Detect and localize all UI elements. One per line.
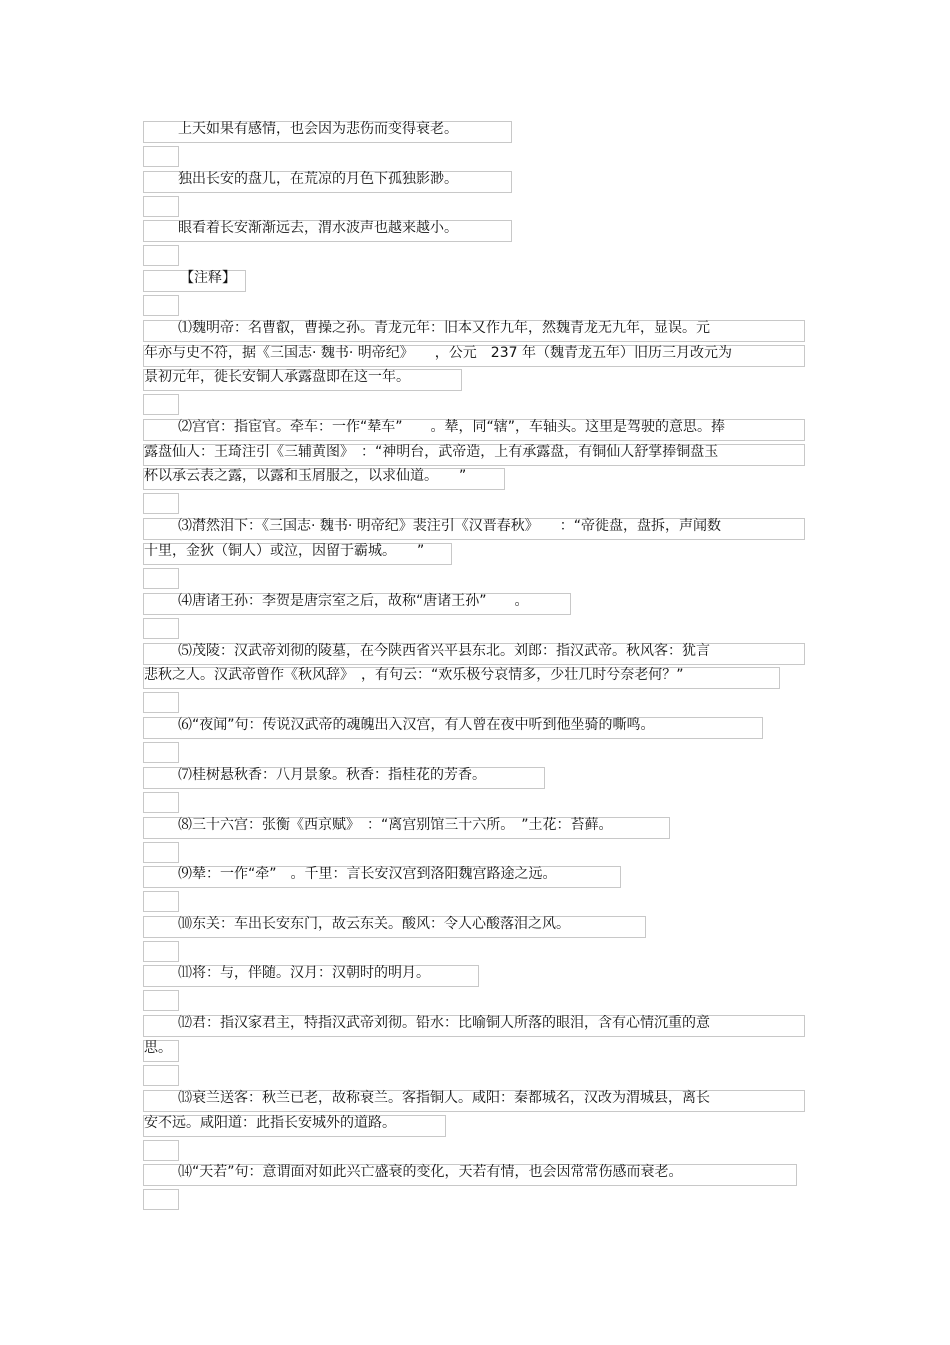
spacer-box bbox=[143, 1189, 179, 1210]
note-5-line-2: 悲秋之人。汉武帝曾作《秋风辞》 ，有句云：“欢乐极兮哀情多，少壮几时兮奈老何？” bbox=[144, 667, 684, 683]
spacer-box bbox=[143, 1140, 179, 1161]
spacer-box bbox=[143, 146, 179, 167]
note-12-line-2: 思。 bbox=[144, 1040, 172, 1056]
note-2-line-3: 杯以承云表之露，以露和玉屑服之，以求仙道。 ” bbox=[144, 468, 467, 484]
note-2-line-2: 露盘仙人：王琦注引《三辅黄图》 ：“神明台，武帝造，上有承露盘，有铜仙人舒掌捧铜盘玉 bbox=[144, 444, 719, 460]
note-8-line-1: ⑻三十六宫：张衡《西京赋》 ：“离宫别馆三十六所。 ”土花：苔藓。 bbox=[178, 817, 613, 833]
note-6-line-1: ⑹“夜闻”句：传说汉武帝的魂魄出入汉宫，有人曾在夜中听到他坐骑的嘶鸣。 bbox=[178, 717, 655, 733]
note-3-line-1: ⑶潸然泪下：《三国志· 魏书· 明帝纪》裴注引《汉晋春秋》 ：“帝徙盘，盘拆，声闻数 bbox=[178, 518, 722, 534]
spacer-box bbox=[143, 891, 179, 912]
note-7-line-1: ⑺桂树悬秋香：八月景象。秋香：指桂花的芳香。 bbox=[178, 767, 486, 783]
notes-heading: 【注释】 bbox=[180, 270, 236, 286]
spacer-box bbox=[143, 394, 179, 415]
note-12-line-1: ⑿君：指汉家君主，特指汉武帝刘彻。铅水：比喻铜人所落的眼泪，含有心情沉重的意 bbox=[178, 1015, 710, 1031]
spacer-box bbox=[143, 792, 179, 813]
note-1-line-2: 年亦与史不符，据《三国志· 魏书· 明帝纪》 ，公元 237 年（魏青龙五年）旧历三月改元为 bbox=[144, 345, 732, 361]
note-5-line-1: ⑸茂陵：汉武帝刘彻的陵墓，在今陕西省兴平县东北。刘郎：指汉武帝。秋风客：犹言 bbox=[178, 643, 710, 659]
spacer-box bbox=[143, 842, 179, 863]
note-14-line-1: ⒁“天若”句：意谓面对如此兴亡盛衰的变化，天若有情，也会因常常伤感而衰老。 bbox=[178, 1164, 683, 1180]
spacer-box bbox=[143, 618, 179, 639]
note-11-line-1: ⑾将：与，伴随。汉月：汉朝时的明月。 bbox=[178, 965, 430, 981]
spacer-box bbox=[143, 990, 179, 1011]
note-2-line-1: ⑵宫官：指宦官。牵车：一作“辇车” 。辇，同“辖”，车轴头。这里是驾驶的意思。捧 bbox=[178, 419, 726, 435]
note-9-line-1: ⑼辇：一作“牵” 。千里：言长安汉宫到洛阳魏宫路途之远。 bbox=[178, 866, 557, 882]
spacer-box bbox=[143, 941, 179, 962]
translation-line-1: 上天如果有感情，也会因为悲伤而变得衰老。 bbox=[178, 121, 458, 137]
note-3-line-2: 十里，金狄（铜人）或泣，因留于霸城。 ” bbox=[144, 543, 425, 559]
translation-line-3: 眼看着长安渐渐远去，渭水波声也越来越小。 bbox=[178, 220, 458, 236]
spacer-box bbox=[143, 568, 179, 589]
spacer-box bbox=[143, 245, 179, 266]
spacer-box bbox=[143, 295, 179, 316]
spacer-box bbox=[143, 196, 179, 217]
note-13-line-2: 安不远。咸阳道：此指长安城外的道路。 bbox=[144, 1115, 396, 1131]
spacer-box bbox=[143, 692, 179, 713]
spacer-box bbox=[143, 1065, 179, 1086]
translation-line-2: 独出长安的盘儿，在荒凉的月色下孤独影渺。 bbox=[178, 171, 458, 187]
note-13-line-1: ⒀衰兰送客：秋兰已老，故称衰兰。客指铜人。咸阳：秦都城名，汉改为渭城县，离长 bbox=[178, 1090, 710, 1106]
spacer-box bbox=[143, 742, 179, 763]
note-1-line-3: 景初元年，徙长安铜人承露盘即在这一年。 bbox=[144, 369, 410, 385]
note-1-line-1: ⑴魏明帝：名曹叡，曹操之孙。青龙元年：旧本又作九年，然魏青龙无九年，显误。元 bbox=[178, 320, 710, 336]
spacer-box bbox=[143, 493, 179, 514]
note-10-line-1: ⑽东关：车出长安东门，故云东关。酸风：令人心酸落泪之风。 bbox=[178, 916, 570, 932]
note-4-line-1: ⑷唐诸王孙：李贺是唐宗室之后，故称“唐诸王孙” 。 bbox=[178, 593, 529, 609]
